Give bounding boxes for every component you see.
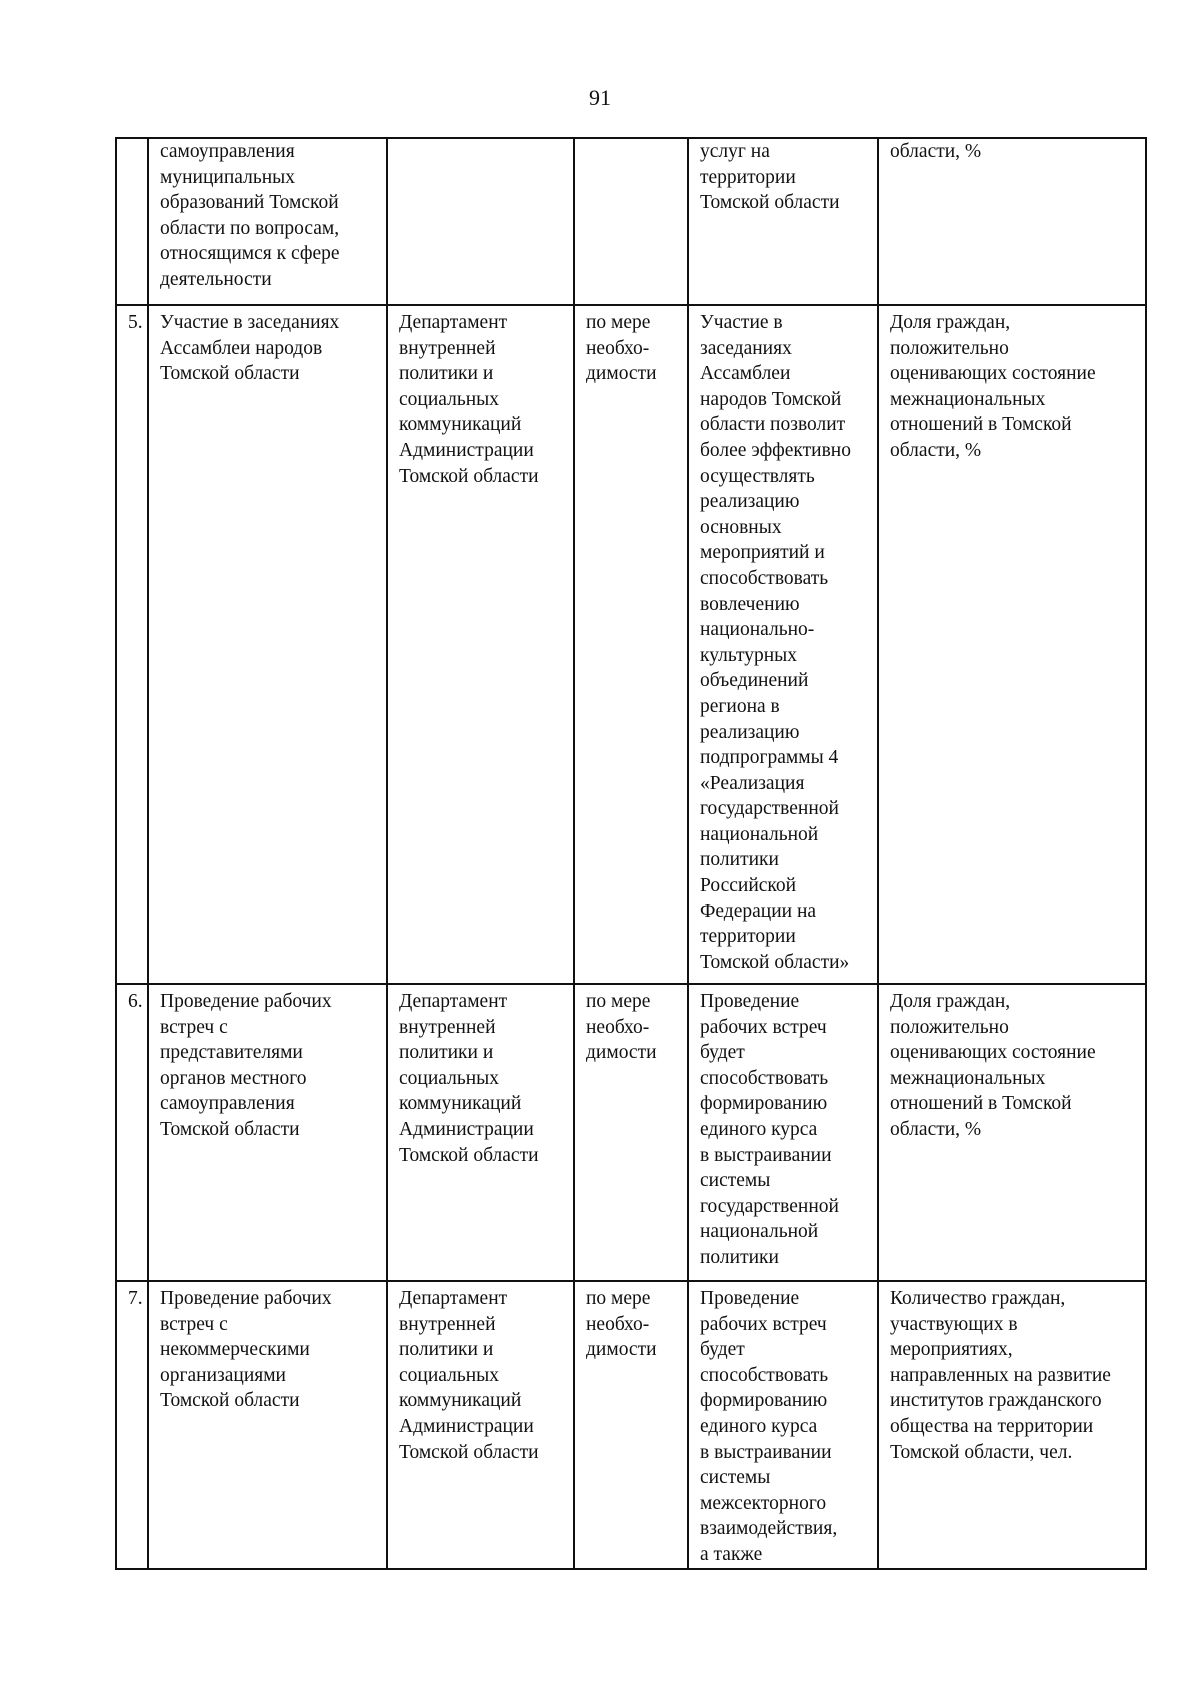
indicator-cell: Количество граждан, участвующих в мероприятиях, направленных на развитие институтов гражданского общества на территории Томской области, чел.: [878, 1281, 1146, 1569]
table-row: [116, 305, 1146, 984]
period-cell: по мере необхо- димости: [574, 305, 688, 984]
event-cell: Проведение рабочих встреч с некоммерческими организациями Томской области: [148, 1281, 387, 1569]
executor-cell: Департамент внутренней политики и социальных коммуникаций Администрации Томской области: [387, 305, 574, 984]
row-number: 5.: [116, 305, 148, 984]
measures-table: [115, 137, 1147, 1570]
executor-cell: [387, 138, 574, 305]
indicator-cell: области, %: [878, 138, 1146, 305]
event-cell: Участие в заседаниях Ассамблеи народов Томской области: [148, 305, 387, 984]
indicator-cell: Доля граждан, положительно оценивающих состояние межнациональных отношений в Томской области, %: [878, 984, 1146, 1281]
period-cell: по мере необхо- димости: [574, 984, 688, 1281]
table-row: [116, 1281, 1146, 1569]
indicator-cell: Доля граждан, положительно оценивающих состояние межнациональных отношений в Томской области, %: [878, 305, 1146, 984]
row-number: 6.: [116, 984, 148, 1281]
page-number: 91: [589, 85, 611, 110]
period-cell: по мере необхо- димости: [574, 1281, 688, 1569]
result-cell: Проведение рабочих встреч будет способствовать формированию единого курса в выстраивании системы межсекторного взаимодействия, а также: [688, 1281, 878, 1569]
row-number: 7.: [116, 1281, 148, 1569]
result-cell: Проведение рабочих встреч будет способствовать формированию единого курса в выстраивании системы государственной национальной политики: [688, 984, 878, 1281]
row-number: [116, 138, 148, 305]
period-cell: [574, 138, 688, 305]
executor-cell: Департамент внутренней политики и социальных коммуникаций Администрации Томской области: [387, 1281, 574, 1569]
executor-cell: Департамент внутренней политики и социальных коммуникаций Администрации Томской области: [387, 984, 574, 1281]
result-cell: Участие в заседаниях Ассамблеи народов Томской области позволит более эффективно осуществлять реализацию основных мероприятий и способствовать вовлечению национально- культурных объединений региона в реализацию подпрограммы 4 «Реализация государственной национальной политики Российской Федерации на территории Томской области»: [688, 305, 878, 984]
result-cell: услуг на территории Томской области: [688, 138, 878, 305]
event-cell: самоуправления муниципальных образований Томской области по вопросам, относящимся к сфере деятельности: [148, 138, 387, 305]
event-cell: Проведение рабочих встреч с представителями органов местного самоуправления Томской области: [148, 984, 387, 1281]
table-row: [116, 138, 1146, 305]
table-row: [116, 984, 1146, 1281]
